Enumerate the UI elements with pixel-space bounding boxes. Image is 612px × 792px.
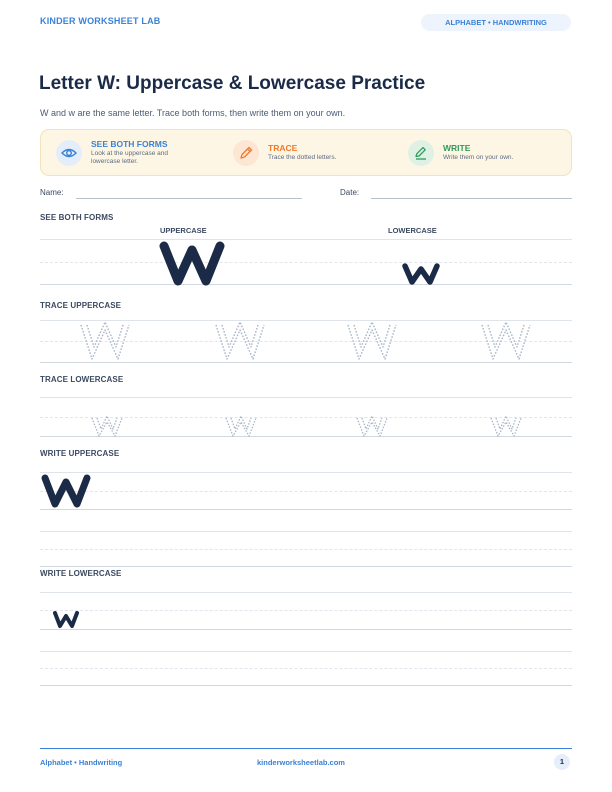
guide-top (40, 472, 572, 473)
guide-top (40, 592, 572, 593)
trace-lowercase-w[interactable] (355, 416, 389, 438)
step-write-title: WRITE (443, 143, 471, 153)
footer-website[interactable]: kinderworksheetlab.com (257, 758, 345, 767)
step-see-desc-2: lowercase letter. (91, 158, 138, 165)
write-icon (408, 140, 434, 166)
lowercase-w-example (52, 610, 80, 629)
section-trace-upper-title: TRACE UPPERCASE (40, 301, 122, 310)
name-field[interactable] (76, 198, 302, 199)
uppercase-label: UPPERCASE (160, 226, 207, 235)
guide-base (40, 284, 572, 285)
brand-name: KINDER WORKSHEET LAB (40, 16, 161, 26)
section-write-upper-title: WRITE UPPERCASE (40, 449, 120, 458)
step-write-desc: Write them on your own. (443, 154, 514, 161)
instruction-box (40, 129, 572, 176)
guide-top (40, 531, 572, 532)
trace-uppercase-w[interactable] (77, 322, 133, 362)
page-subtitle: W and w are the same letter. Trace both forms, then write them on your own. (40, 108, 346, 118)
step-trace-title: TRACE (268, 143, 298, 153)
footer-left: Alphabet • Handwriting (40, 758, 123, 767)
step-see (56, 130, 168, 175)
trace-uppercase-w[interactable] (478, 322, 534, 362)
step-write (408, 130, 513, 175)
lowercase-w-model (401, 262, 441, 286)
footer-divider (40, 748, 572, 749)
step-see-title: SEE BOTH FORMS (91, 139, 168, 149)
guide-mid (40, 610, 572, 611)
guide-top (40, 397, 572, 398)
eye-icon (56, 140, 82, 166)
guide-top (40, 320, 572, 321)
uppercase-w-model (158, 240, 226, 286)
guide-base (40, 509, 572, 510)
lowercase-label: LOWERCASE (388, 226, 437, 235)
section-see-title: SEE BOTH FORMS (40, 213, 114, 222)
trace-uppercase-w[interactable] (212, 322, 268, 362)
guide-base (40, 362, 572, 363)
guide-mid (40, 262, 572, 263)
date-label: Date: (340, 188, 360, 197)
guide-base (40, 566, 572, 567)
date-field[interactable] (371, 198, 572, 199)
guide-top (40, 239, 572, 240)
step-trace-desc: Trace the dotted letters. (268, 154, 337, 161)
write-uppercase-area[interactable] (100, 475, 572, 509)
guide-base (40, 685, 572, 686)
trace-lowercase-w[interactable] (224, 416, 258, 438)
category-tag: ALPHABET • HANDWRITING (421, 14, 571, 31)
page-title: Letter W: Uppercase & Lowercase Practice (39, 73, 426, 94)
guide-mid (40, 549, 572, 550)
uppercase-w-example (40, 473, 92, 509)
section-write-lower-title: WRITE LOWERCASE (40, 569, 122, 578)
write-lowercase-area[interactable] (90, 612, 572, 630)
name-label: Name: (40, 188, 64, 197)
guide-mid (40, 668, 572, 669)
step-see-desc-1: Look at the uppercase and (91, 150, 168, 157)
step-trace (233, 130, 336, 175)
page-number: 1 (554, 754, 570, 770)
trace-lowercase-w[interactable] (90, 416, 124, 438)
section-trace-lower-title: TRACE LOWERCASE (40, 375, 124, 384)
guide-top (40, 651, 572, 652)
trace-uppercase-w[interactable] (344, 322, 400, 362)
pencil-icon (233, 140, 259, 166)
trace-lowercase-w[interactable] (489, 416, 523, 438)
